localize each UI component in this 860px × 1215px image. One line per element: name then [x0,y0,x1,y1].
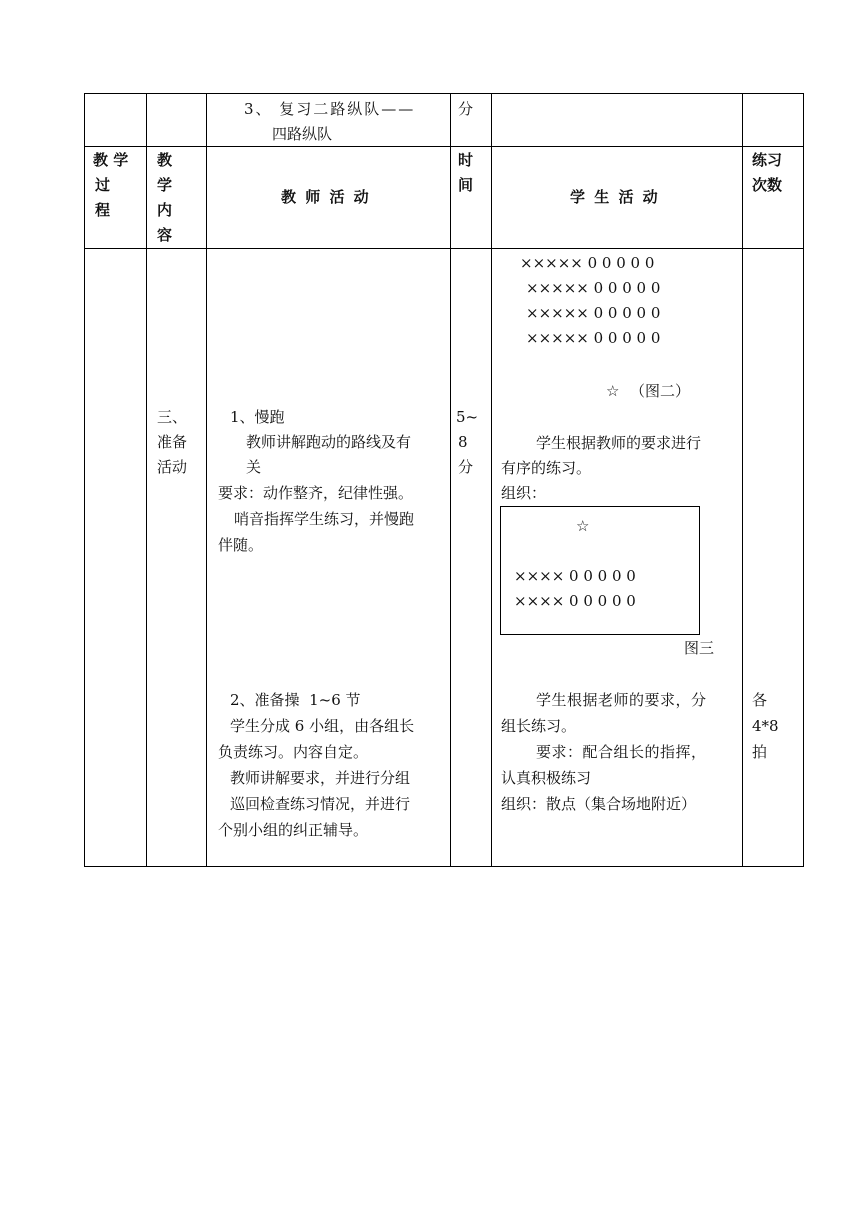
table-col-divider-4 [491,93,492,867]
table-col-divider-5 [742,93,743,867]
top-time-unit: 分 [458,100,474,118]
run-time-3: 分 [458,458,474,476]
table-col-divider-3 [450,93,451,867]
reps-3: 拍 [752,743,768,761]
section-label-2: 准备 [157,433,188,451]
student-warmup-3: 要求：配合组长的指挥， [536,743,707,761]
student-run-2: 有序的练习。 [501,459,592,477]
student-warmup-4: 认真积极练习 [501,769,592,787]
run-line2: 关 [246,458,262,476]
warmup-line-4: 巡回检查练习情况，并进行 [230,795,411,813]
formation-row: ××××× 0 0 0 0 0 [526,304,661,322]
run-whistle-2: 伴随。 [218,536,264,554]
header-practice-1: 练习 [752,151,783,169]
student-warmup-5: 组织：散点（集合场地附近） [501,795,697,813]
warmup-line-3: 教师讲解要求，并进行分组 [230,769,411,787]
student-warmup-2: 组长练习。 [501,717,577,735]
figure2-label: （图二） [630,382,691,400]
run-line1: 教师讲解跑动的路线及有 [246,433,412,451]
section-label-3: 活动 [157,458,188,476]
table-border-bottom [84,866,804,867]
item3-line2: 四路纵队 [272,125,333,143]
run-requirement: 要求：动作整齐，纪律性强。 [218,484,414,502]
warmup-title: 2、准备操 1~6 节 [230,691,361,709]
student-warmup-1: 学生根据老师的要求，分 [536,691,707,709]
figure3-row: ×××× 0 0 0 0 0 [514,592,636,610]
student-run-1: 学生根据教师的要求进行 [536,434,702,452]
table-col-divider-1 [146,93,147,867]
warmup-line-5: 个别小组的纠正辅导。 [218,821,369,839]
header-process-3: 程 [95,201,111,219]
header-time-2: 间 [458,176,474,194]
formation-row: ××××× 0 0 0 0 0 [520,254,655,272]
header-content-1: 教 [157,151,173,169]
run-whistle-1: 哨音指挥学生练习，并慢跑 [234,510,415,528]
formation-row: ××××× 0 0 0 0 0 [526,329,661,347]
formation-row: ××××× 0 0 0 0 0 [526,279,661,297]
header-practice-2: 次数 [752,176,783,194]
run-title: 1、慢跑 [230,408,285,426]
table-row-divider-2 [84,248,804,249]
header-content-4: 容 [157,226,173,244]
figure3-label: 图三 [684,639,715,657]
table-col-divider-0 [84,93,85,867]
figure3-row: ×××× 0 0 0 0 0 [514,567,636,585]
teacher-star-icon: ☆ [576,517,590,535]
warmup-line-2: 负责练习。内容自定。 [218,743,369,761]
table-col-divider-6 [803,93,804,867]
header-process-1: 教 学 [93,151,129,169]
header-time-1: 时 [458,151,474,169]
warmup-line-1: 学生分成 6 小组，由各组长 [230,717,415,735]
reps-2: 4*8 [752,717,779,735]
teacher-star-icon: ☆ [606,382,620,400]
table-row-divider-1 [84,146,804,147]
reps-1: 各 [752,691,768,709]
item3-line1: 3、 复习二路纵队—— [244,100,416,118]
table-col-divider-2 [206,93,207,867]
header-student-activity: 学 生 活 动 [570,188,660,206]
organization-label: 组织： [501,484,547,502]
table-border-top [84,93,804,94]
header-content-3: 内 [157,201,173,219]
run-time-2: 8 [458,433,468,451]
run-time-1: 5~ [456,408,479,426]
section-label-1: 三、 [157,408,188,426]
header-teacher-activity: 教 师 活 动 [281,188,371,206]
header-process-2: 过 [95,176,111,194]
header-content-2: 学 [157,176,173,194]
